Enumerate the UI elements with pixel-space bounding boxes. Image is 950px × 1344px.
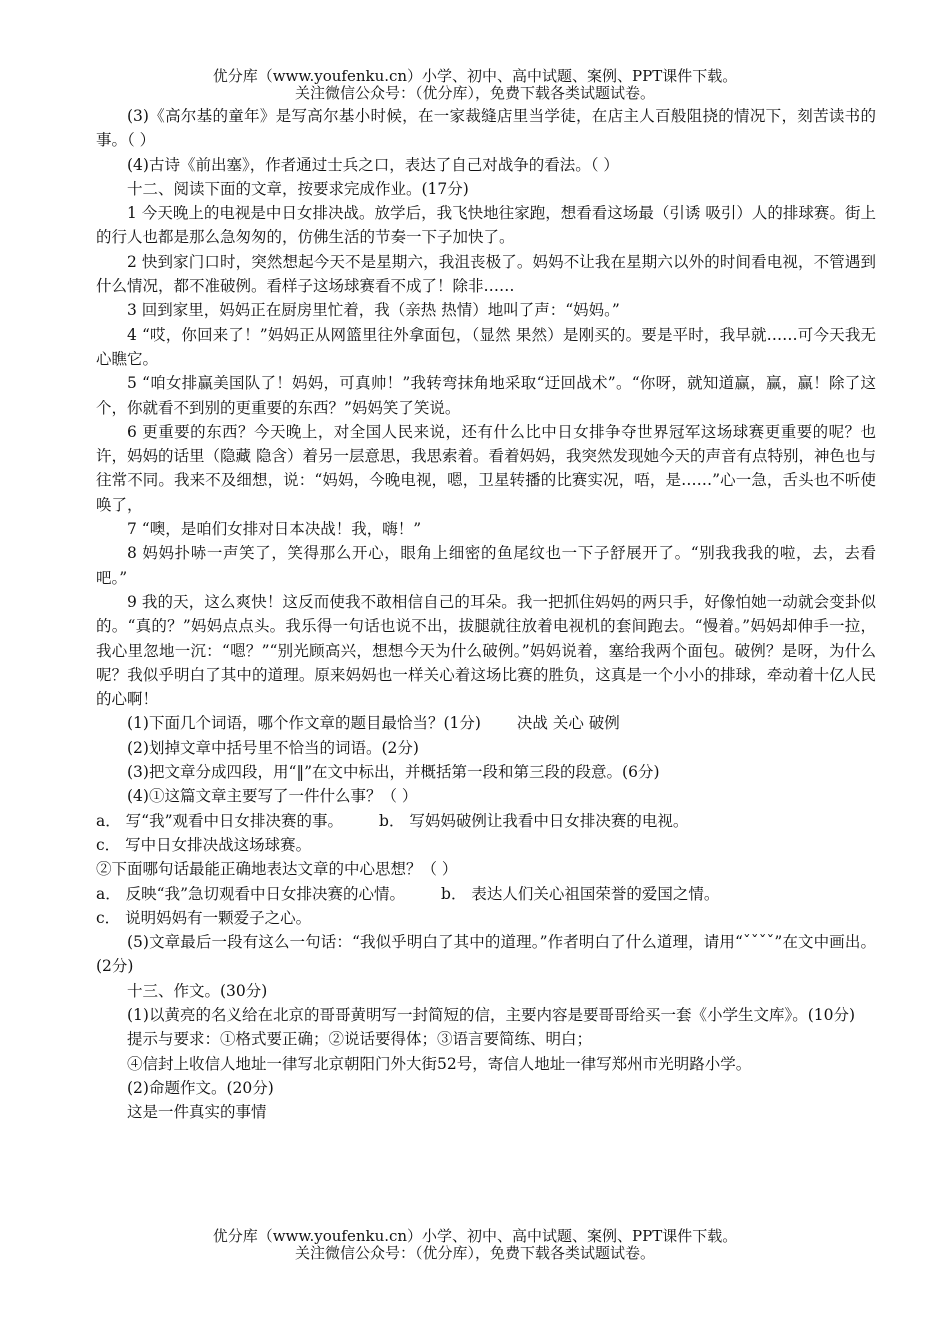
paragraph-4: 4 “哎，你回来了！”妈妈正从网篮里往外拿面包，（显然 果然）是刚买的。要是平时，我早就……可今天我无心瞧它。: [96, 325, 876, 368]
task-4-2-option-a: a． 反映“我”急切观看中日女排决赛的心情。: [96, 884, 406, 903]
paragraph-7: 7 “噢，是咱们女排对日本决战！我，嗨！”: [127, 520, 422, 539]
page-header: [0, 68, 950, 102]
task-4-2-options-ab: [96, 882, 876, 906]
task-4-2-option-c: c． 说明妈妈有一颗爱子之心。: [96, 908, 312, 927]
task-4-option-c: c． 写中日女排决战这场球赛。: [96, 835, 312, 854]
composition-hint: 提示与要求：①格式要正确；②说话要得体；③语言要简练、明白；: [127, 1030, 593, 1049]
paragraph-8: 8 妈妈扑哧一声笑了，笑得那么开心，眼角上细密的鱼尾纹也一下子舒展开了。“别我我我的啦，去，去看吧。”: [96, 544, 876, 587]
header-line-1: 优分库（www.youfenku.cn）小学、初中、高中试题、案例、PPT课件下载。: [212, 67, 738, 85]
document-body: [96, 104, 876, 1124]
paragraph-3: 3 回到家里，妈妈正在厨房里忙着，我（亲热 热情）地叫了声：“妈妈。”: [127, 301, 620, 320]
task-4-option-a: a． 写“我”观看中日女排决赛的事。: [96, 811, 344, 830]
task-4: (4)①这篇文章主要写了一件什么事？（ ）: [127, 787, 418, 806]
footer-line-2: 关注微信公众号：（优分库），免费下载各类试题试卷。: [294, 1244, 655, 1262]
paragraph-2: 2 快到家门口时，突然想起今天不是星期六，我沮丧极了。妈妈不让我在星期六以外的时间看电视，不管遇到什么情况，都不准破例。看样子这场球赛看不成了！除非……: [96, 252, 876, 296]
task-1-options: 决战 关心 破例: [516, 714, 620, 733]
question-3: (3)《高尔基的童年》是写高尔基小时候，在一家裁缝店里当学徒，在店主人百般阻挠的情况下，刻苦读书的事。（ ）: [96, 107, 876, 150]
paragraph-9: 9 我的天，这么爽快！这反而使我不敢相信自己的耳朵。我一把抓住妈妈的两只手，好像怕她一动就会变卦似的。“真的？”妈妈点点头。我乐得一句话也说不出，拔腿就往放着电视机的套间跑去。“慢着。”妈妈却伸手一拉，我心里忽地一沉：“嗯？”“别光顾高兴，想想今天为什么破例。”妈妈说着，塞给我两个面包。破例？是呀，为什么呢？我似乎明白了其中的道理。原来妈妈也一样关心着这场比赛的胜负，这真是一个小小的排球，牵动着十亿人民的心啊！: [96, 592, 876, 709]
task-1: [96, 711, 876, 735]
paragraph-6: 6 更重要的东西？今天晚上，对全国人民来说，还有什么比中日女排争夺世界冠军这场球赛更重要的呢？也许，妈妈的话里（隐藏 隐含）着另一层意思，我思索着。看着妈妈，我突然发现她今天的声音有点特别，神色也与往常不同。我来不及细想，说：“妈妈，今晚电视，嗯，卫星转播的比赛实况，唔，是……”心一急，舌头也不听使唤了，: [96, 422, 876, 514]
task-4-option-b: b． 写妈妈破例让我看中日女排决赛的电视。: [379, 811, 689, 830]
header-line-2: 关注微信公众号：（优分库），免费下载各类试题试卷。: [294, 84, 655, 102]
composition-2-title: 这是一件真实的事情: [127, 1103, 267, 1122]
task-4-2-option-b: b． 表达人们关心祖国荣誉的爱国之情。: [441, 884, 720, 903]
task-5: (5)文章最后一段有这么一句话：“我似乎明白了其中的道理。”作者明白了什么道理，请用“ˇˇˇˇ”在文中画出。(2分): [96, 933, 876, 976]
composition-2: (2)命题作文。(20分): [127, 1078, 274, 1097]
paragraph-5: 5 “咱女排赢美国队了！妈妈，可真帅！”我转弯抹角地采取“迂回战术”。“你呀，就知道赢，赢，赢！除了这个，你就看不到别的更重要的东西？”妈妈笑了笑说。: [96, 374, 876, 417]
task-4-2: ②下面哪句话最能正确地表达文章的中心思想？（ ）: [96, 860, 458, 879]
page-footer: [0, 1228, 950, 1262]
footer-line-1: 优分库（www.youfenku.cn）小学、初中、高中试题、案例、PPT课件下载。: [212, 1227, 738, 1245]
task-2: (2)划掉文章中括号里不恰当的词语。(2分): [127, 738, 419, 757]
task-3: (3)把文章分成四段，用“‖”在文中标出，并概括第一段和第三段的段意。(6分): [127, 763, 660, 782]
composition-hint-2: ④信封上收信人地址一律写北京朝阳门外大街52号，寄信人地址一律写郑州市光明路小学。: [127, 1054, 752, 1073]
composition-1: (1)以黄亮的名义给在北京的哥哥黄明写一封简短的信，主要内容是要哥哥给买一套《小学生文库》。(10分): [127, 1005, 856, 1024]
section-13-heading: 十三、作文。(30分): [127, 981, 268, 1000]
section-12-heading: 十二、阅读下面的文章，按要求完成作业。(17分): [127, 179, 469, 198]
task-4-options-ab: [96, 809, 876, 833]
task-1-question: (1)下面几个词语，哪个作文章的题目最恰当？(1分): [127, 714, 481, 733]
question-4: (4)古诗《前出塞》，作者通过士兵之口，表达了自己对战争的看法。（ ）: [127, 155, 619, 174]
paragraph-1: 1 今天晚上的电视是中日女排决战。放学后，我飞快地往家跑，想看看这场最（引诱 吸引）人的排球赛。街上的行人也都是那么急匆匆的，仿佛生活的节奏一下子加快了。: [96, 204, 876, 247]
